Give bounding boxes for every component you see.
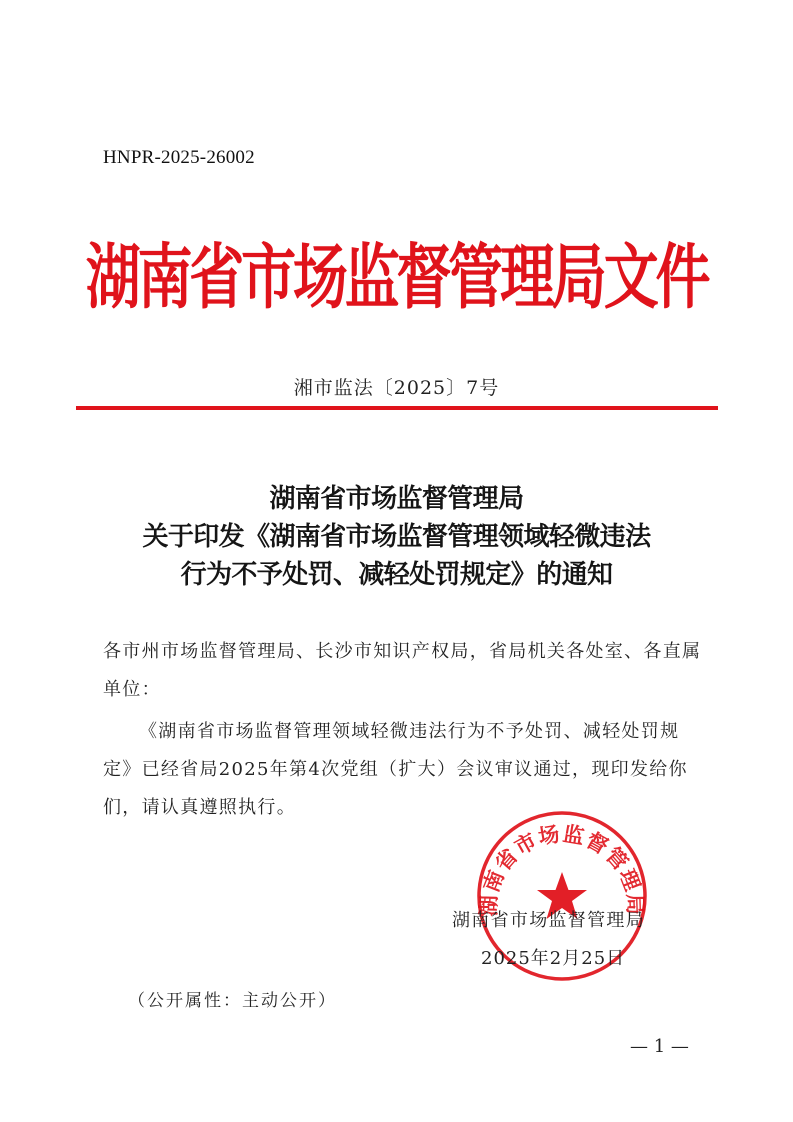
disclosure-attribute: （公开属性：主动公开） — [128, 991, 337, 1011]
title-line: 湖南省市场监督管理局 — [269, 484, 524, 514]
document-code: HNPR-2025-26002 — [103, 147, 255, 168]
body-paragraph: 《湖南省市场监督管理领域轻微违法行为不予处罚、减轻处罚规定》已经省局2025年第4次党组（扩大）会议审议通过，现印发给你们，请认真遵照执行。 — [103, 721, 688, 818]
red-divider — [76, 406, 718, 410]
document-number: 湘市监法〔2025〕7号 — [293, 377, 500, 399]
title-line: 行为不予处罚、减轻处罚规定》的通知 — [180, 560, 613, 590]
document-title — [0, 480, 793, 594]
seal-text: 湖南省市场监督管理局 — [476, 821, 648, 917]
issuer-header: 湖南省市场监督管理局文件 — [85, 236, 708, 319]
page-number: — 1 — — [630, 1036, 689, 1057]
signature-organization: 湖南省市场监督管理局 — [452, 910, 645, 931]
title-line: 关于印发《湖南省市场监督管理领域轻微违法 — [142, 522, 651, 552]
addressee: 各市州市场监督管理局、长沙市知识产权局，省局机关各处室、各直属单位： — [103, 641, 702, 700]
signature-date: 2025年2月25日 — [481, 948, 626, 969]
